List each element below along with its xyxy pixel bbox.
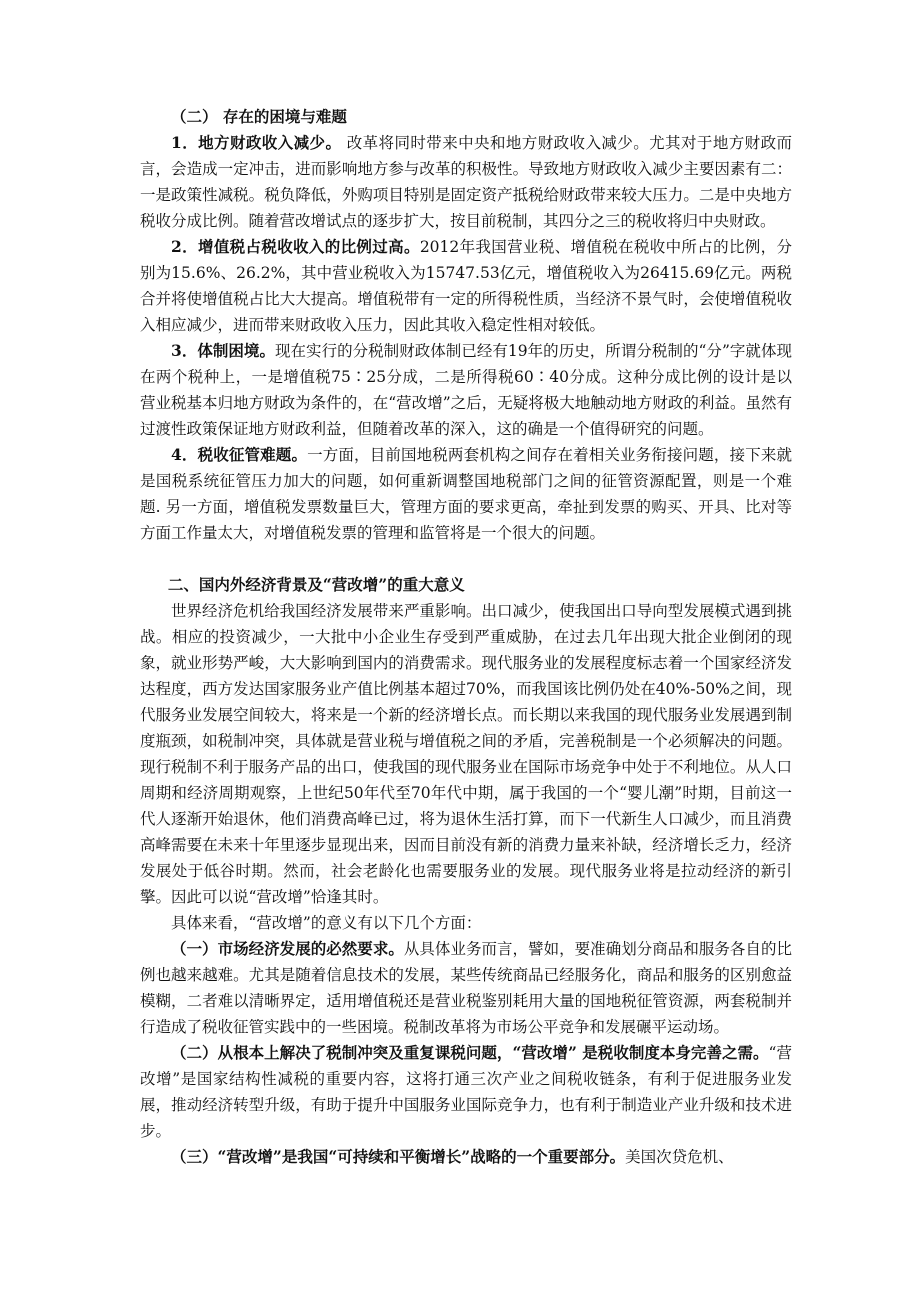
item-4	[140, 442, 792, 546]
item-3-body: 现在实行的分税制财政体制已经有19年的历史，所谓分税制的“分”字就体现在两个税种上，一是增值税75∶25分成，二是所得税60∶40分成。这种分成比例的设计是以营业税基本归地方财政为条件的，在“营改增”之后，无疑将极大地触动地方财政的利益。虽然有过渡性政策保证地方财政利益，但随着改革的深入，这的确是一个值得研究的问题。	[140, 342, 792, 438]
point-2	[140, 1040, 792, 1144]
item-2-body: 2012年我国营业税、增值税在税收中所占的比例，分别为15.6%、26.2%，其中营业税收入为15747.53亿元，增值税收入为26415.69亿元。两税合并将使增值税占比大大提高。增值税带有一定的所得税性质，当经济不景气时，会使增值税收入相应减少，进而带来财政收入压力，因此其收入稳定性相对较低。	[140, 238, 792, 334]
item-1	[140, 130, 792, 234]
point-3	[140, 1144, 792, 1170]
item-1-body: 改革将同时带来中央和地方财政收入减少。尤其对于地方财政而言，会造成一定冲击，进而影响地方参与改革的积极性。导致地方财政收入减少主要因素有二：一是政策性减税。税负降低，外购项目特别是固定资产抵税给财政带来较大压力。二是中央地方税收分成比例。随着营改增试点的逐步扩大，按目前税制，其四分之三的税收将归中央财政。	[140, 134, 792, 230]
item-4-title: 4．税收征管难题。	[171, 445, 308, 464]
point-3-body: 美国次贷危机、	[625, 1148, 734, 1166]
item-2-title: 2．增值税占税收收入的比例过高。	[171, 237, 420, 256]
point-3-title: （三）“营改增”是我国“可持续和平衡增长”战略的一个重要部分。	[171, 1147, 626, 1166]
point-2-body: “营改增”是国家结构性减税的重要内容，这将打通三次产业之间税收链条，有利于促进服务业发展，推动经济转型升级，有助于提升中国服务业国际竞争力，也有利于制造业产业升级和技术进步。	[140, 1044, 792, 1140]
item-4-body: 一方面，目前国地税两套机构之间存在着相关业务衔接问题，接下来就是国税系统征管压力加大的问题，如何重新调整国地税部门之间的征管资源配置，则是一个难题. 另一方面，增值税发票数量巨大，管理方面的要求更高，牵扯到发票的购买、开具、比对等方面工作量太大，对增值税发票的管理和监管将是一个很大的问题。	[140, 446, 792, 542]
item-1-title: 1．地方财政收入减少。	[171, 133, 342, 152]
subsection-heading: （二） 存在的困境与难题	[171, 107, 347, 126]
document-page	[140, 104, 792, 1170]
item-3-title: 3．体制困境。	[171, 341, 275, 360]
section-gap	[140, 546, 792, 572]
point-1	[140, 936, 792, 1040]
point-1-title: （一）市场经济发展的必然要求。	[171, 939, 404, 958]
point-2-title: （二）从根本上解决了税制冲突及重复课税问题，“营改增” 是税收制度本身完善之需。	[171, 1043, 769, 1062]
section-intro: 世界经济危机给我国经济发展带来严重影响。出口减少，使我国出口导向型发展模式遇到挑战。相应的投资减少，一大批中小企业生存受到严重威胁，在过去几年出现大批企业倒闭的现象，就业形势严峻，大大影响到国内的消费需求。现代服务业的发展程度标志着一个国家经济发达程度，西方发达国家服务业产值比例基本超过70%，而我国该比例仍处在40%-50%之间，现代服务业发展空间较大，将来是一个新的经济增长点。而长期以来我国的现代服务业发展遇到制度瓶颈，如税制冲突，具体就是营业税与增值税之间的矛盾，完善税制是一个必须解决的问题。现行税制不利于服务产品的出口，使我国的现代服务业在国际市场竞争中处于不利地位。从人口周期和经济周期观察，上世纪50年代至70年代中期，属于我国的一个“婴儿潮”时期，目前这一代人逐渐开始退休，他们消费高峰已过，将为退休生活打算，而下一代新生人口减少，而且消费高峰需要在未来十年里逐步显现出来，因而目前没有新的消费力量来补缺，经济增长乏力，经济发展处于低谷时期。然而，社会老龄化也需要服务业的发展。现代服务业将是拉动经济的新引擎。因此可以说“营改增”恰逢其时。	[140, 602, 792, 906]
section-heading: 二、国内外经济背景及“营改增”的重大意义	[167, 575, 465, 594]
item-3	[140, 338, 792, 442]
item-2	[140, 234, 792, 338]
point-1-body: 从具体业务而言，譬如，要准确划分商品和服务各自的比例也越来越难。尤其是随着信息技术的发展，某些传统商品已经服务化，商品和服务的区别愈益模糊，二者难以清晰界定，适用增值税还是营业税鉴别耗用大量的国地税征管资源，两套税制并行造成了税收征管实践中的一些困境。税制改革将为市场公平竞争和发展碾平运动场。	[140, 940, 792, 1036]
section-lead: 具体来看，“营改增”的意义有以下几个方面：	[171, 914, 482, 932]
